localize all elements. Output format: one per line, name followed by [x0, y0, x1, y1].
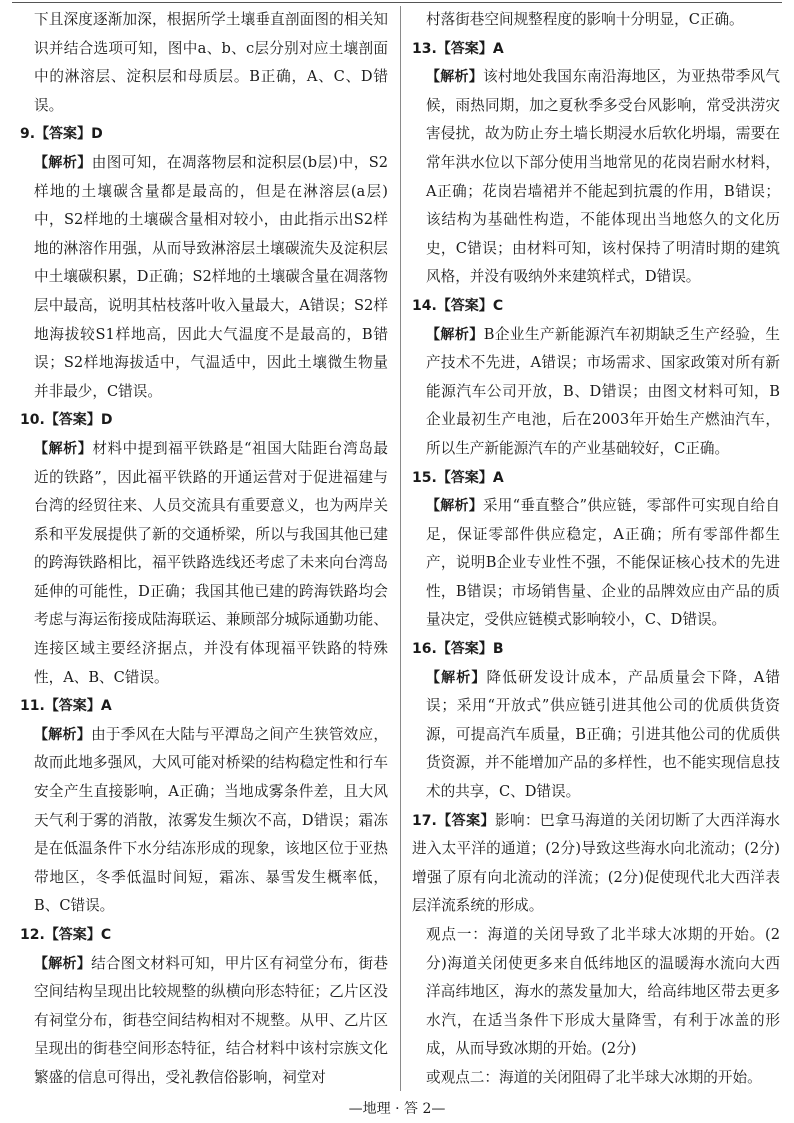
- q15-answer-line: 15.【答案】A: [412, 469, 504, 486]
- q12-analysis: 【解析】结合图文材料可知，甲片区有祠堂分布，街巷空间结构呈现出比较规整的纵横向形态特征；乙片区没有祠堂分布，街巷空间结构相对不规整。从甲、乙片区呈现出的街巷空间形态特征，结合材料中该村宗族文化繁盛的信息可得出，受礼教信俗影响，祠堂对: [34, 954, 388, 1086]
- q12-analysis-continued: 村落街巷空间规整程度的影响十分明显，C正确。: [426, 11, 744, 28]
- q11-analysis: 【解析】由于季风在大陆与平潭岛之间产生狭管效应，故而此地多强风，大风可能对桥梁的结构稳定性和行车安全产生直接影响，A正确；当地成雾条件差，且大风天气利于雾的消散，浓雾发生频次不高，D错误；霜冻是在低温条件下水分结冻形成的现象，该地区位于亚热带地区，冬季低温时间短，霜冻、暴雪发生概率低，B、C错误。: [34, 725, 388, 915]
- q13-answer-line: 13.【答案】A: [412, 40, 504, 57]
- question-16: [412, 635, 780, 807]
- q11-answer-line: 11.【答案】A: [20, 698, 112, 715]
- q10-analysis: 【解析】材料中提到福平铁路是“祖国大陆距台湾岛最近的铁路”，因此福平铁路的开通运营对于促进福建与台湾的经贸往来、人员交流具有重要意义，也为两岸关系和平发展提供了新的交通桥梁，所以与我国其他已建的跨海铁路相比，福平铁路选线还考虑了未来向台湾岛延伸的可能性，D正确；我国其他已建的跨海铁路均会考虑与海运衔接成陆海联运、兼顾部分城际通勤功能、连接区域主要经济据点，并没有体现福平铁路的特殊性，A、B、C错误。: [34, 439, 389, 686]
- q13-analysis: 【解析】该村地处我国东南沿海地区，为亚热带季风气候，雨热同期，加之夏秋季多受台风影响，常受洪涝灾害侵扰，故为防止夯土墙长期浸水后软化坍塌，需要在常年洪水位以下部分使用当地常见的花岗岩耐水材料，A正确；花岗岩墙裙并不能起到抗震的作用，B错误；该结构为基础性构造，不能体现出当地悠久的文化历史，C错误；由材料可知，该村保持了明清时期的建筑风格，并没有吸纳外来建筑样式，D错误。: [426, 68, 780, 286]
- q17-view-one: 观点一：海道的关闭导致了北半球大冰期的开始。(2分)海道关闭使更多来自低纬地区的温暖海水流向大西洋高纬地区，海水的蒸发量加大，给高纬地区带去更多水汽，在适当条件下形成大量降雪，有利于冰盖的形成，从而导致冰期的开始。(2分): [426, 926, 780, 1058]
- q16-answer-line: 16.【答案】B: [412, 641, 504, 658]
- q8-analysis-continued: 下且深度逐渐加深，根据所学土壤垂直剖面图的相关知识并结合选项可知，图中a、b、c层分别对应土壤剖面中的淋溶层、淀积层和母质层。B正确，A、C、D错误。: [34, 11, 388, 114]
- q17-answer: 17.【答案】影响：巴拿马海道的关闭切断了大西洋海水进入太平洋的通道；(2分)导致这些海水向北流动；(2分)增强了原有向北流动的洋流；(2分)促使现代北大西洋表层洋流系统的形成。: [412, 811, 780, 915]
- q9-answer-line: 9.【答案】D: [20, 126, 103, 143]
- q15-analysis: 【解析】采用“垂直整合”供应链，零部件可实现自给自足，保证零部件供应稳定，A正确；所有零部件都生产，说明B企业专业性不强，不能保证核心技术的先进性，B错误；市场销售量、企业的品牌效应由产品的质量决定，受供应链模式影响较小，C、D错误。: [426, 497, 780, 629]
- question-12: [20, 921, 388, 1093]
- question-11: [20, 692, 388, 921]
- question-15: [412, 464, 780, 636]
- q16-analysis: 【解析】降低研发设计成本，产品质量会下降，A错误；采用“开放式”供应链引进其他公司的优质供货资源，可提高汽车质量，B正确；引进其他公司的优质供货资源，并不能增加产品的多样性，也不能实现信息技术的共享，C、D错误。: [426, 668, 781, 801]
- page-footer: —地理 · 答 2—: [348, 1101, 446, 1117]
- left-column: [20, 6, 388, 1093]
- q17-view-two: 或观点二：海道的关闭阻碍了北半球大冰期的开始。: [426, 1068, 762, 1086]
- q14-analysis: 【解析】B企业生产新能源汽车初期缺乏生产经验，生产技术不先进，A错误；市场需求、国家政策对所有新能源汽车公司开放，B、D错误；由图文材料可知，B企业最初生产电池，后在2003年开始生产燃油汽车，所以生产新能源汽车的产业基础较好，C正确。: [426, 325, 781, 457]
- column-divider: [400, 6, 401, 1091]
- q9-analysis: 【解析】由图可知，在凋落物层和淀积层(b层)中，S2样地的土壤碳含量都是最高的，但是在淋溶层(a层)中，S2样地的土壤碳含量相对较小，由此指示出S2样地的淋溶作用强，从而导致淋溶层土壤碳流失及淀积层中土壤碳积累，D正确；S2样地的土壤碳含量在凋落物层中最高，说明其枯枝落叶收入量最大，A错误；S2样地海拔较S1样地高，因此大气温度不是最高的，B错误；S2样地海拔适中，气温适中，因此土壤微生物量并非最少，C错误。: [34, 153, 389, 400]
- q14-answer-line: 14.【答案】C: [412, 297, 504, 314]
- top-rule: [12, 2, 782, 3]
- question-17: [412, 807, 780, 1093]
- question-9: [20, 120, 388, 406]
- question-13: [412, 35, 780, 292]
- right-column: [412, 6, 780, 1093]
- q12-answer-line: 12.【答案】C: [20, 927, 112, 943]
- q10-answer-line: 10.【答案】D: [20, 412, 113, 429]
- question-14: [412, 292, 780, 464]
- question-10: [20, 406, 388, 692]
